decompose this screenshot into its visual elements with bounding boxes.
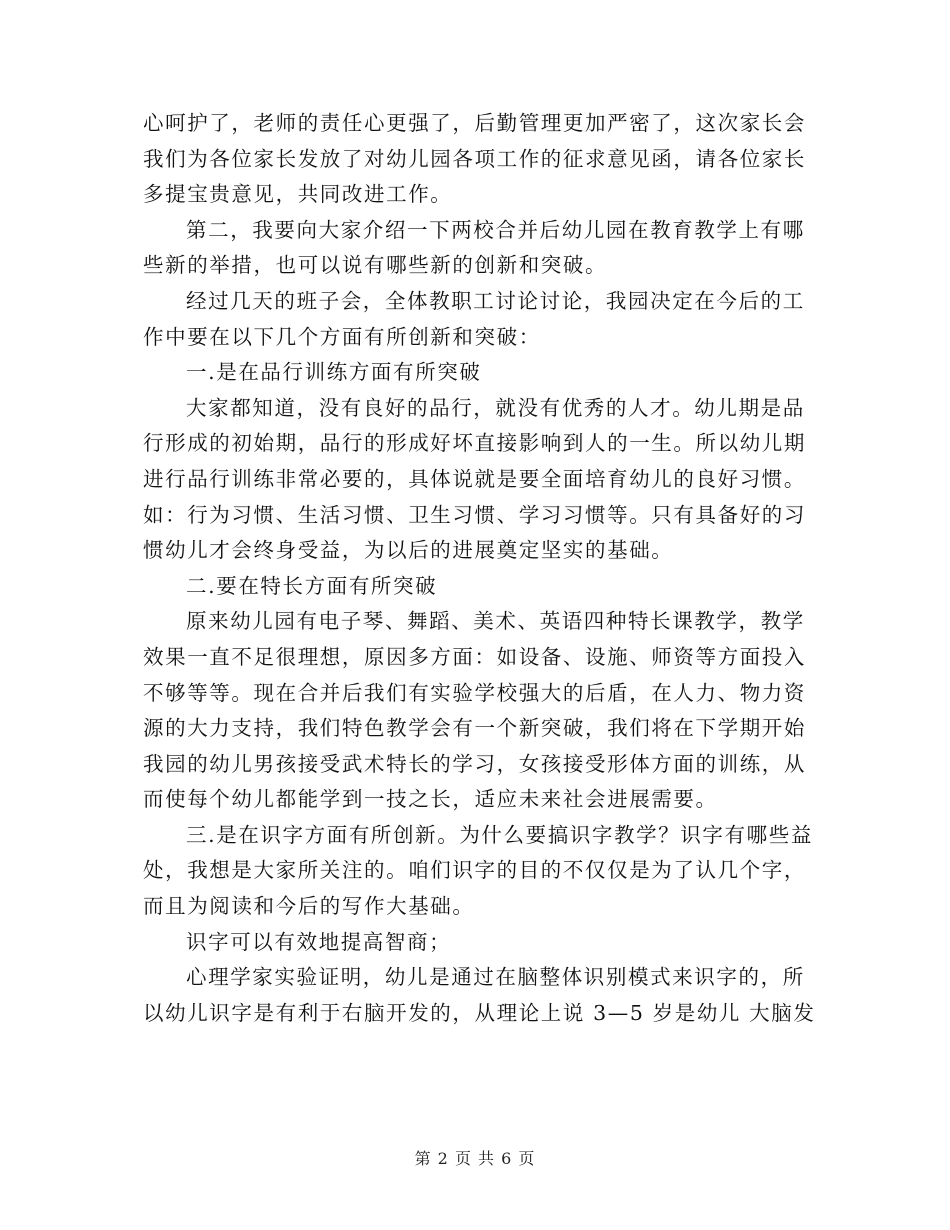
text-line: 二.要在特长方面有所突破 (186, 573, 438, 598)
text-line: 我们为各位家长发放了对幼儿园各项工作的征求意见函，请各位家长 (143, 146, 806, 171)
text-line: 第二，我要向大家介绍一下两校合并后幼儿园在教育教学上有哪 (186, 217, 805, 242)
text-line: 作中要在以下几个方面有所创新和突破： (143, 324, 541, 349)
text-line: 心呵护了，老师的责任心更强了，后勤管理更加严密了，这次家长会 (143, 111, 806, 135)
text-line: 原来幼儿园有电子琴、舞蹈、美术、英语四种特长课教学，教学 (186, 609, 805, 634)
page-footer: 第 2 页 共 6 页 (414, 1149, 536, 1168)
text-line: 惯幼儿才会终身受益，为以后的进展奠定坚实的基础。 (143, 538, 674, 563)
text-line: 进行品行训练非常必要的，具体说就是要全面培育幼儿的良好习惯。 (143, 466, 806, 491)
text-line: 不够等等。现在合并后我们有实验学校强大的后盾，在人力、物力资 (143, 680, 806, 705)
text-line: 我园的幼儿男孩接受武术特长的学习，女孩接受形体方面的训练，从 (143, 751, 806, 776)
text-line: 一.是在品行训练方面有所突破 (186, 360, 482, 385)
text-line: 些新的举措，也可以说有哪些新的创新和突破。 (143, 253, 608, 278)
text-line: 效果一直不足很理想，原因多方面：如设备、设施、师资等方面投入 (143, 644, 806, 669)
document-body (143, 106, 816, 1031)
text-line: 如：行为习惯、生活习惯、卫生习惯、学习习惯等。只有具备好的习 (143, 502, 806, 527)
text-line: 处，我想是大家所关注的。咱们识字的目的不仅仅是为了认几个字， (143, 858, 806, 883)
text-line: 而使每个幼儿都能学到一技之长，适应未来社会进展需要。 (143, 787, 718, 812)
text-line: 多提宝贵意见，共同改进工作。 (143, 182, 453, 207)
text-line: 行形成的初始期，品行的形成好坏直接影响到人的一生。所以幼儿期 (143, 431, 806, 456)
text-line: 识字可以有效地提高智商； (186, 929, 452, 954)
text-line: 而且为阅读和今后的写作大基础。 (143, 894, 475, 919)
text-line: 三.是在识字方面有所创新。为什么要搞识字教学？识字有哪些益 (186, 822, 813, 847)
text-line: 以幼儿识字是有利于右脑开发的，从理论上说 3—5 岁是幼儿 大脑发 (143, 1000, 816, 1025)
text-line: 心理学家实验证明，幼儿是通过在脑整体识别模式来识字的，所 (186, 965, 805, 990)
text-line: 大家都知道，没有良好的品行，就没有优秀的人才。幼儿期是品 (186, 395, 805, 420)
text-line: 经过几天的班子会，全体教职工讨论讨论，我园决定在今后的工 (186, 288, 805, 313)
text-line: 源的大力支持，我们特色教学会有一个新突破，我们将在下学期开始 (143, 716, 806, 741)
